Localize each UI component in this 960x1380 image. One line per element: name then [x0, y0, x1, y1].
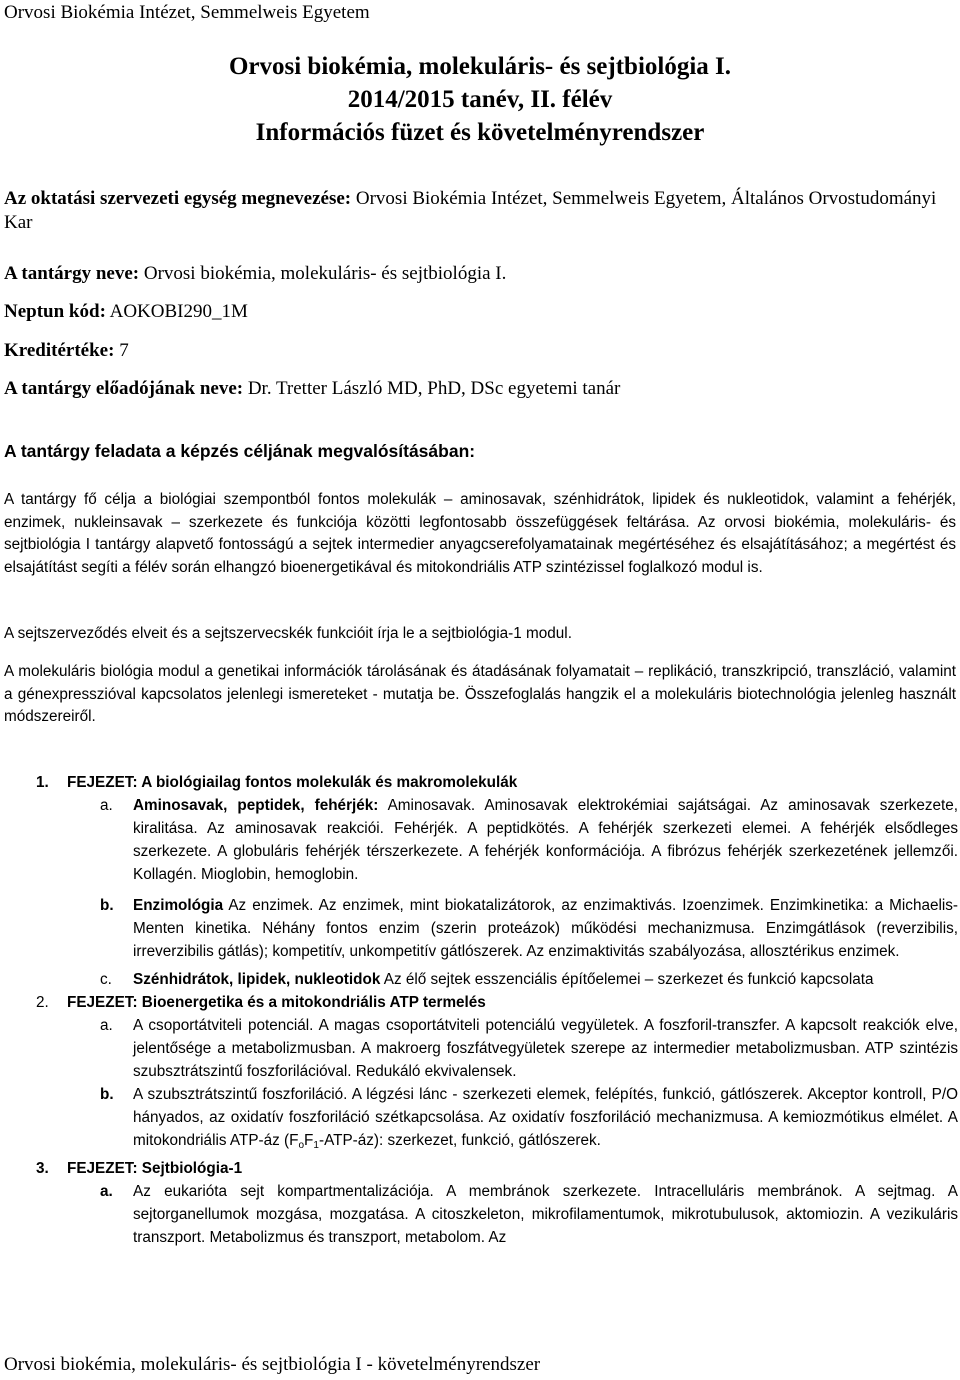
- neptun-value: AOKOBI290_1M: [109, 301, 248, 322]
- chapter-number: 2.: [36, 994, 49, 1011]
- item-text: Az élő sejtek esszenciális építőelemei – szerkezet és funkció kapcsolata: [383, 971, 874, 988]
- list-item: [0, 1083, 958, 1157]
- chapter-title: FEJEZET: Sejtbiológia-1: [67, 1160, 243, 1177]
- neptun-row: [4, 300, 954, 324]
- item-text: A szubsztrátszintű foszforiláció. A légzési lánc - szerkezeti elemek, felépítés, funkció, gátlószerek. Akceptor kontroll, P/O hányados, az oxidatív foszforiláció szétkapcsolása. Az oxidatív foszforiláció mechanizmusa. A kemiozmótikus elmélet. A mitokondriális ATP-áz (F: [133, 1086, 958, 1149]
- item-text: A csoportátviteli potenciál. A magas csoportátviteli potenciálú vegyületek. A foszforil-transzfer. A kapcsolt reakciók elve, jelentősége a metabolizmusban. A makroerg foszfátvegyületek szerepe az intermedier metabolizmusban. ATP szintézis szubsztrátszintű foszforilációval. Redukáló ekvivalensek.: [133, 1017, 958, 1080]
- unit-row: [4, 187, 954, 235]
- list-item: [0, 1014, 958, 1083]
- credit-label: Kreditértéke:: [4, 340, 115, 361]
- list-item: [0, 1180, 958, 1249]
- subject-row: [4, 262, 954, 286]
- subject-value: Orvosi biokémia, molekuláris- és sejtbiológia I.: [143, 263, 507, 284]
- chapter-list: [0, 771, 958, 1249]
- item-letter: b.: [100, 897, 114, 914]
- course-title: Orvosi biokémia, molekuláris- és sejtbiológia I.: [228, 53, 732, 80]
- credit-value: 7: [119, 340, 129, 361]
- chapter-title: FEJEZET: A biológiailag fontos molekulák és makromolekulák: [67, 774, 518, 791]
- lecturer-value: Dr. Tretter László MD, PhD, DSc egyetemi tanár: [247, 378, 621, 399]
- item-text: Aminosavak. Aminosavak elektrokémiai sajátságai. Az aminosavak szerkezete, kiralitása. Az aminosavak reakciói. Fehérjék. A peptidkötés. A fehérjék szerkezeti elemei. A fehérjék elsődleges szerkezete. A globuláris fehérjék térszerkezete. A fehérjék konformációja. A fibrózus fehérjék szerkezetének jellemzői. Kollagén. Mioglobin, hemoglobin.: [133, 797, 959, 883]
- chapter-number: 3.: [36, 1160, 49, 1177]
- paragraph: A molekuláris biológia modul a genetikai információk tárolásának és átadásának folyamatait – replikáció, transzkripció, transzláció, valamint a génexpresszióval kapcsolatos jelenlegi ismereteket - mutatja be. Összefoglalás hangzik el a molekuláris biotechnológia jelenleg használt módszereiről.: [4, 663, 956, 725]
- neptun-label: Neptun kód:: [4, 301, 106, 322]
- subject-label: A tantárgy neve:: [4, 263, 140, 284]
- item-text: Az enzimek. Az enzimek, mint biokatalizátorok, az enzimaktivás. Izoenzimek. Enzimkinetika: a Michaelis-Menten kinetika. Néhány fontos enzim (szerin proteázok) működési mechanizmusa. Enzimgátlások (reverzibilis, irreverzibilis gátlás); kompetitív, unkompetitív gátlószerek. Az enzimaktivitás szabályozása, allosztérikus enzimek.: [133, 897, 959, 960]
- item-title: Enzimológia: [133, 897, 224, 914]
- section-heading: A tantárgy feladata a képzés céljának megvalósításában:: [4, 441, 476, 461]
- credit-row: [4, 339, 954, 363]
- chapter-heading: [0, 991, 958, 1014]
- item-letter: b.: [100, 1086, 114, 1103]
- unit-value: Orvosi Biokémia Intézet, Semmelweis Egyetem, Általános Orvostudományi Kar: [4, 188, 937, 233]
- unit-label: Az oktatási szervezeti egység megnevezése:: [4, 188, 352, 209]
- item-title: Aminosavak, peptidek, fehérjék:: [133, 797, 379, 814]
- page-header: Orvosi Biokémia Intézet, Semmelweis Egyetem: [4, 2, 370, 23]
- item-letter: a.: [100, 1017, 113, 1034]
- list-item: [0, 968, 958, 991]
- booklet-title: Információs füzet és követelményrendszer: [255, 119, 705, 146]
- document-title-block: [0, 50, 960, 149]
- chapter-heading: [0, 771, 958, 794]
- paragraph: A sejtszerveződés elveit és a sejtszervecskék funkcióit írja le a sejtbiológia-1 modul.: [4, 625, 572, 642]
- chapter-heading: [0, 1157, 958, 1180]
- subscript: 1: [313, 1140, 319, 1151]
- page-footer: Orvosi biokémia, molekuláris- és sejtbiológia I - követelményrendszer: [4, 1354, 541, 1375]
- item-letter: a.: [100, 1183, 113, 1200]
- item-text: -ATP-áz): szerkezet, funkció, gátlószerek.: [318, 1132, 601, 1149]
- item-letter: a.: [100, 797, 113, 814]
- item-title: Szénhidrátok, lipidek, nukleotidok: [133, 971, 381, 988]
- chapter-title: FEJEZET: Bioenergetika és a mitokondriális ATP termelés: [67, 994, 486, 1011]
- chapter-number: 1.: [36, 774, 49, 791]
- item-text: Az eukarióta sejt kompartmentalizációja. A membránok szerkezete. Intracelluláris membránok. A sejtmag. A sejtorganellumok mozgása, mozgatása. A citoszkeleton, mikrofilamentumok, mikrotubulusok, aktomiozin. A vezikuláris transzport. Metabolizmus és transzport, metabolom. Az: [133, 1183, 958, 1246]
- lecturer-label: A tantárgy előadójának neve:: [4, 378, 244, 399]
- list-item: [0, 894, 958, 963]
- semester-title: 2014/2015 tanév, II. félév: [347, 86, 613, 113]
- lecturer-row: [4, 377, 954, 401]
- subscript: o: [298, 1140, 305, 1151]
- list-item: [0, 794, 958, 886]
- paragraph: A tantárgy fő célja a biológiai szempontból fontos molekulák – aminosavak, szénhidrátok, lipidek és nukleotidok, valamint a fehérjék, enzimek, nukleinsavak – szerkezete és funkciója közötti legfontosabb összefüggések feltárása. Az orvosi biokémia, molekuláris- és sejtbiológia I tantárgy alapvető fontosságú a sejtek intermedier anyagcserefolyamatainak megértéséhez és elsajátításához; a megértést és elsajátítást segíti a félév során elhangzó bioenergetikával és mitokondriális ATP szintézissel foglalkozó modul is.: [4, 491, 956, 576]
- item-text: F: [304, 1132, 314, 1149]
- item-letter: c.: [100, 971, 112, 988]
